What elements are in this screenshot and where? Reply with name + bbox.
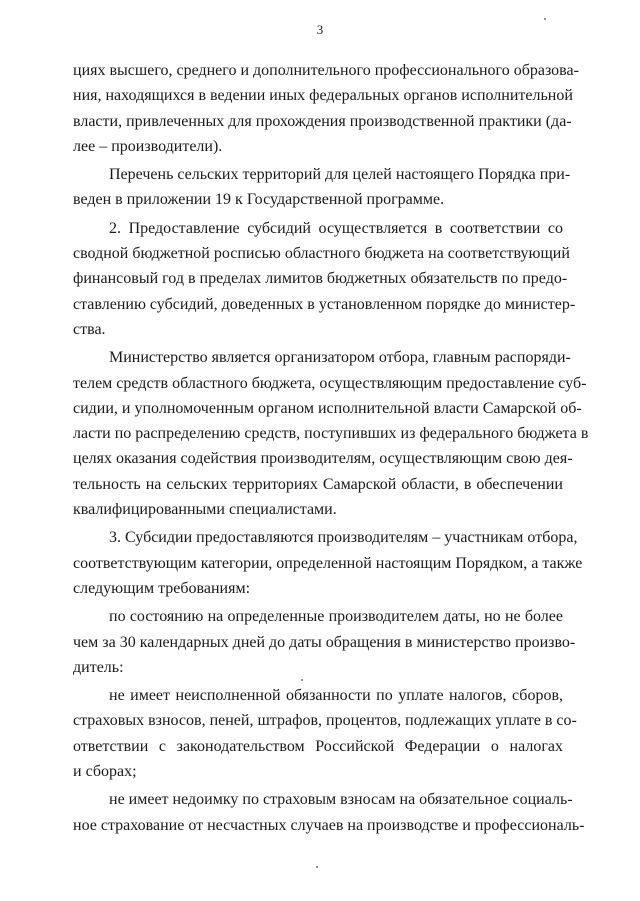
text-line: чем за 30 календарных дней до даты обращения в министерство произво-: [73, 633, 576, 651]
text-line: соответствующим категории, определенной настоящим Порядком, а также: [73, 554, 583, 572]
text-line: 2. Предоставление субсидий осуществляется в соответствии со: [109, 219, 563, 237]
text-line: не имеет недоимку по страховым взносам на обязательное социаль-: [109, 791, 573, 809]
text-line: циях высшего, среднего и дополнительного профессионального образова-: [73, 62, 579, 79]
text-line: страховых взносов, пеней, штрафов, процентов, подлежащих уплате в со-: [73, 712, 577, 730]
text-line: Министерство является организатором отбора, главным распоряди-: [109, 349, 571, 367]
scan-speck: [544, 18, 546, 20]
paragraph: [73, 345, 589, 522]
text-line: веден в приложении 19 к Государственной программе.: [73, 191, 445, 209]
text-line: тельность на сельских территориях Самарской области, в обеспечении: [73, 475, 563, 493]
text-line: Перечень сельских территорий для целей настоящего Порядка при-: [109, 166, 571, 184]
text-line: дитель:: [73, 658, 124, 676]
text-line: квалифицированными специалистами.: [73, 501, 337, 519]
paragraph: [73, 683, 577, 784]
page-number: 3: [316, 22, 324, 37]
text-line: телем средств областного бюджета, осуществляющим предоставление суб-: [73, 374, 587, 392]
text-line: ное страхование от несчастных случаев на производстве и профессиональ-: [73, 816, 585, 834]
text-line: сидии, и уполномоченным органом исполнительной власти Самарской об-: [73, 399, 582, 417]
text-line: следующим требованиям:: [73, 579, 251, 597]
text-line: лее – производители).: [73, 137, 223, 155]
scan-speck: [316, 866, 318, 868]
document-body: [73, 58, 589, 838]
text-line: ответствии с законодательством Российской Федерации о налогах: [73, 737, 563, 755]
paragraph: [73, 787, 585, 838]
paragraph: [73, 162, 571, 213]
paragraph: [73, 216, 576, 342]
text-line: и сборах;: [73, 763, 137, 781]
text-line: ставлению субсидий, доведенных в установленном порядке до министер-: [73, 295, 576, 313]
text-line: финансовый год в пределах лимитов бюджетных обязательств по предо-: [73, 270, 568, 288]
text-line: сводной бюджетной росписью областного бюджета на соответствующий: [73, 245, 570, 263]
paragraph: [73, 604, 576, 680]
text-line: власти, привлеченных для прохождения производственной практики (да-: [73, 112, 572, 130]
text-line: не имеет неисполненной обязанности по уплате налогов, сборов,: [109, 687, 563, 705]
scan-speck: [301, 679, 303, 681]
text-line: по состоянию на определенные производителем даты, но не более: [109, 608, 563, 626]
text-line: ния, находящихся в ведении иных федеральных органов исполнительной: [73, 87, 573, 105]
paragraph: [73, 525, 583, 601]
text-line: целях оказания содействия производителям, осуществляющим свою дея-: [73, 450, 573, 468]
text-line: ства.: [73, 320, 106, 338]
paragraph: [73, 58, 579, 159]
text-line: ласти по распределению средств, поступивших из федерального бюджета в: [73, 425, 589, 443]
text-line: 3. Субсидии предоставляются производителям – участникам отбора,: [109, 529, 578, 547]
